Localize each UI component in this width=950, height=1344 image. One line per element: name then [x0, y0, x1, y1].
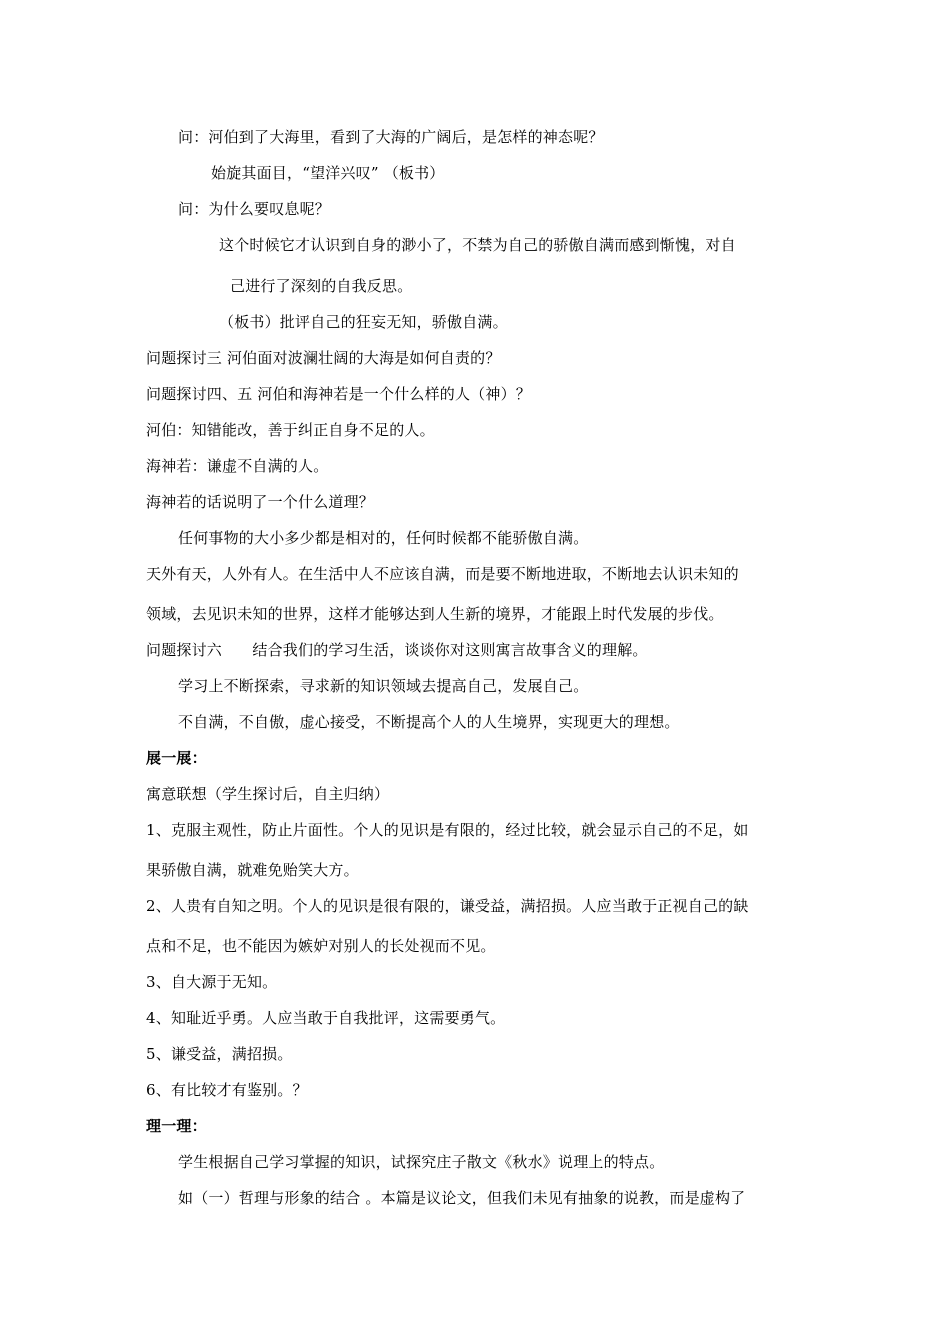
list-item-continuation: 果骄傲自满，就难免贻笑大方。 — [146, 861, 359, 879]
paragraph-line: 寓意联想（学生探讨后，自主归纳） — [146, 785, 390, 803]
paragraph-line: 任何事物的大小多少都是相对的，任何时候都不能骄傲自满。 — [178, 529, 589, 547]
list-item-continuation: 点和不足，也不能因为嫉妒对别人的长处视而不见。 — [146, 937, 496, 955]
paragraph-line: 领域，去见识未知的世界，这样才能够达到人生新的境界，才能跟上时代发展的步伐。 — [146, 605, 724, 623]
discussion-heading: 问题探讨三 河伯面对波澜壮阔的大海是如何自责的？ — [146, 349, 501, 367]
list-item: 3、自大源于无知。 — [146, 973, 278, 991]
paragraph-line: 学习上不断探索，寻求新的知识领域去提高自己，发展自己。 — [178, 677, 589, 695]
list-item: 4、知耻近乎勇。人应当敢于自我批评，这需要勇气。 — [146, 1009, 506, 1027]
answer-line: 己进行了深刻的自我反思。 — [230, 277, 413, 295]
board-note-line: （板书）批评自己的狂妄无知，骄傲自满。 — [219, 313, 508, 331]
question-line: 海神若的话说明了一个什么道理？ — [146, 493, 375, 511]
section-heading: 理一理： — [146, 1117, 207, 1135]
paragraph-line: 天外有天，人外有人。在生活中人不应该自满，而是要不断地进取，不断地去认识未知的 — [146, 565, 739, 583]
answer-line: 这个时候它才认识到自身的渺小了，不禁为自己的骄傲自满而感到惭愧，对自 — [219, 236, 736, 254]
paragraph-line: 如（一）哲理与形象的结合 。本篇是议论文，但我们未见有抽象的说教，而是虚构了 — [178, 1189, 746, 1207]
paragraph-line: 不自满，不自傲，虚心接受，不断提高个人的人生境界，实现更大的理想。 — [178, 713, 680, 731]
list-item: 1、克服主观性，防止片面性。个人的见识是有限的，经过比较，就会显示自己的不足，如 — [146, 821, 749, 839]
discussion-heading: 问题探讨四、五 河伯和海神若是一个什么样的人（神）？ — [146, 385, 531, 403]
list-item: 2、人贵有自知之明。个人的见识是很有限的，谦受益，满招损。人应当敢于正视自己的缺 — [146, 897, 749, 915]
list-item: 6、有比较才有鉴别。？ — [146, 1081, 308, 1099]
answer-line: 始旋其面目，“望洋兴叹” （板书） — [211, 164, 445, 182]
discussion-heading: 问题探讨六 结合我们的学习生活，谈谈你对这则寓言故事含义的理解。 — [146, 641, 648, 659]
list-item: 5、谦受益，满招损。 — [146, 1045, 293, 1063]
question-line: 问：河伯到了大海里，看到了大海的广阔后，是怎样的神态呢？ — [178, 128, 604, 146]
paragraph-line: 学生根据自己学习掌握的知识，试探究庄子散文《秋水》说理上的特点。 — [178, 1153, 665, 1171]
paragraph-line: 河伯：知错能改，善于纠正自身不足的人。 — [146, 421, 435, 439]
question-line: 问：为什么要叹息呢？ — [178, 200, 331, 218]
section-heading: 展一展： — [146, 749, 207, 767]
paragraph-line: 海神若：谦虚不自满的人。 — [146, 457, 329, 475]
